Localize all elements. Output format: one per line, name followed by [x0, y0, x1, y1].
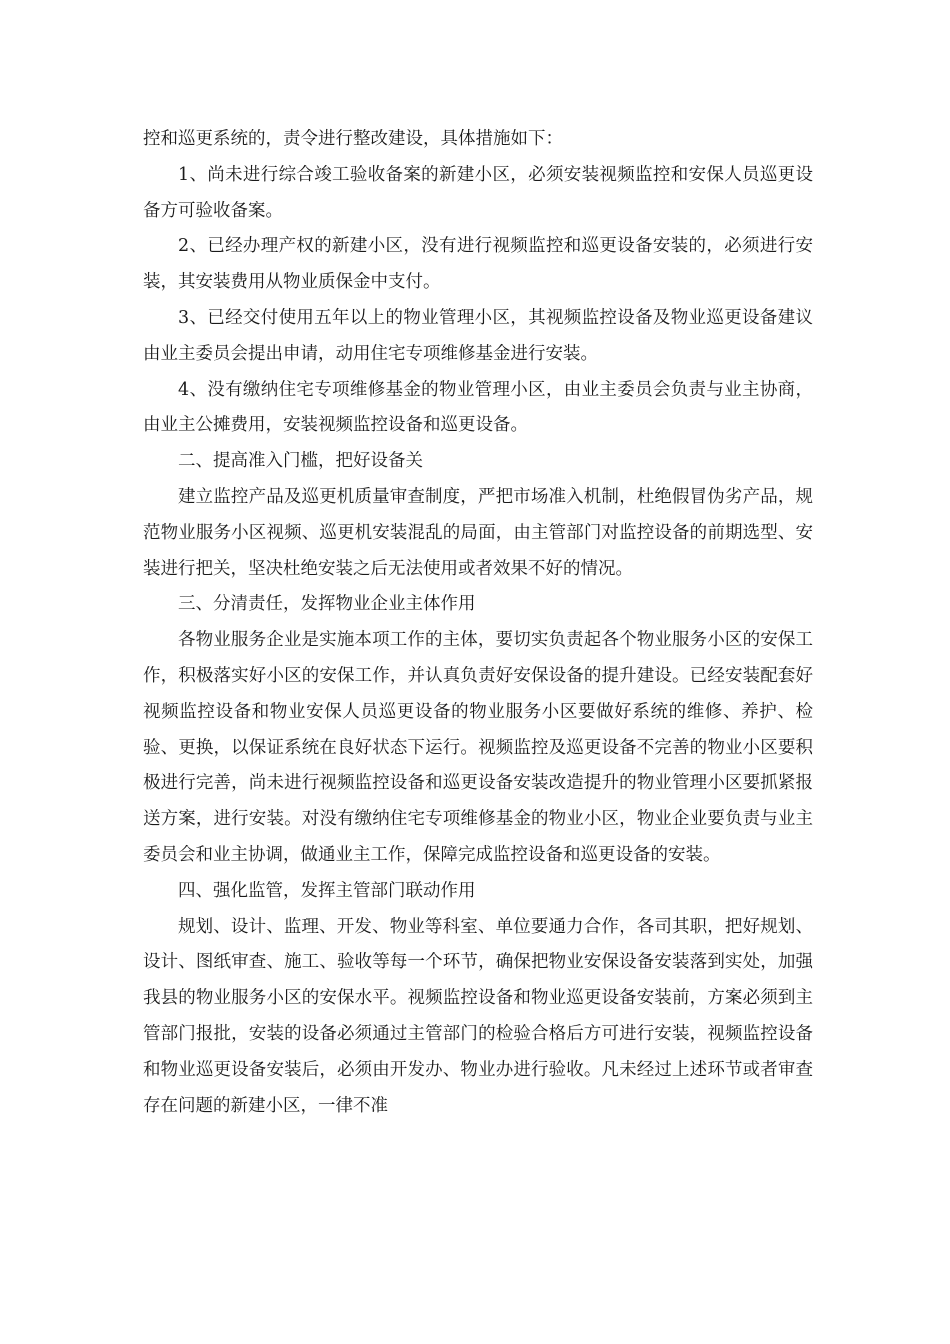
paragraph-section-3: 各物业服务企业是实施本项工作的主体，要切实负责起各个物业服务小区的安保工作，积极落实好小区的安保工作，并认真负责好安保设备的提升建设。已经安装配套好视频监控设备和物业安保人员巡更设备的物业服务小区要做好系统的维修、养护、检验、更换，以保证系统在良好状态下运行。视频监控及巡更设备不完善的物业小区要积极进行完善，尚未进行视频监控设备和巡更设备安装改造提升的物业管理小区要抓紧报送方案，进行安装。对没有缴纳住宅专项维修基金的物业小区，物业企业要负责与业主委员会和业主协调，做通业主工作，保障完成监控设备和巡更设备的安装。: [143, 630, 813, 865]
section-heading-3: 三、分清责任，发挥物业企业主体作用: [178, 594, 476, 615]
section-heading-2: 二、提高准入门槛，把好设备关: [178, 451, 423, 472]
section-heading-4: 四、强化监管，发挥主管部门联动作用: [178, 880, 476, 901]
paragraph-item-4: 4、没有缴纳住宅专项维修基金的物业管理小区，由业主委员会负责与业主协商，由业主公摊费用，安装视频监控设备和巡更设备。: [143, 379, 813, 436]
paragraph-continuation: 控和巡更系统的，责令进行整改建设，具体措施如下：: [143, 129, 563, 149]
paragraph-item-2: 2、已经办理产权的新建小区，没有进行视频监控和巡更设备安装的，必须进行安装，其安装费用从物业质保金中支付。: [143, 236, 813, 293]
paragraph-section-4: 规划、设计、监理、开发、物业等科室、单位要通力合作，各司其职，把好规划、设计、图纸审查、施工、验收等每一个环节，确保把物业安保设备安装落到实处，加强我县的物业服务小区的安保水平。视频监控设备和物业巡更设备安装前，方案必须到主管部门报批，安装的设备必须通过主管部门的检验合格后方可进行安装，视频监控设备和物业巡更设备安装后，必须由开发办、物业办进行验收。凡未经过上述环节或者审查存在问题的新建小区，一律不准: [143, 916, 813, 1116]
paragraph-section-2: 建立监控产品及巡更机质量审查制度，严把市场准入机制，杜绝假冒伪劣产品，规范物业服务小区视频、巡更机安装混乱的局面，由主管部门对监控设备的前期选型、安装进行把关，坚决杜绝安装之后无法使用或者效果不好的情况。: [143, 486, 813, 579]
document-body: [143, 122, 813, 1124]
paragraph-item-1: 1、尚未进行综合竣工验收备案的新建小区，必须安装视频监控和安保人员巡更设备方可验收备案。: [143, 164, 813, 221]
paragraph-item-3: 3、已经交付使用五年以上的物业管理小区，其视频监控设备及物业巡更设备建议由业主委员会提出申请，动用住宅专项维修基金进行安装。: [143, 307, 813, 364]
